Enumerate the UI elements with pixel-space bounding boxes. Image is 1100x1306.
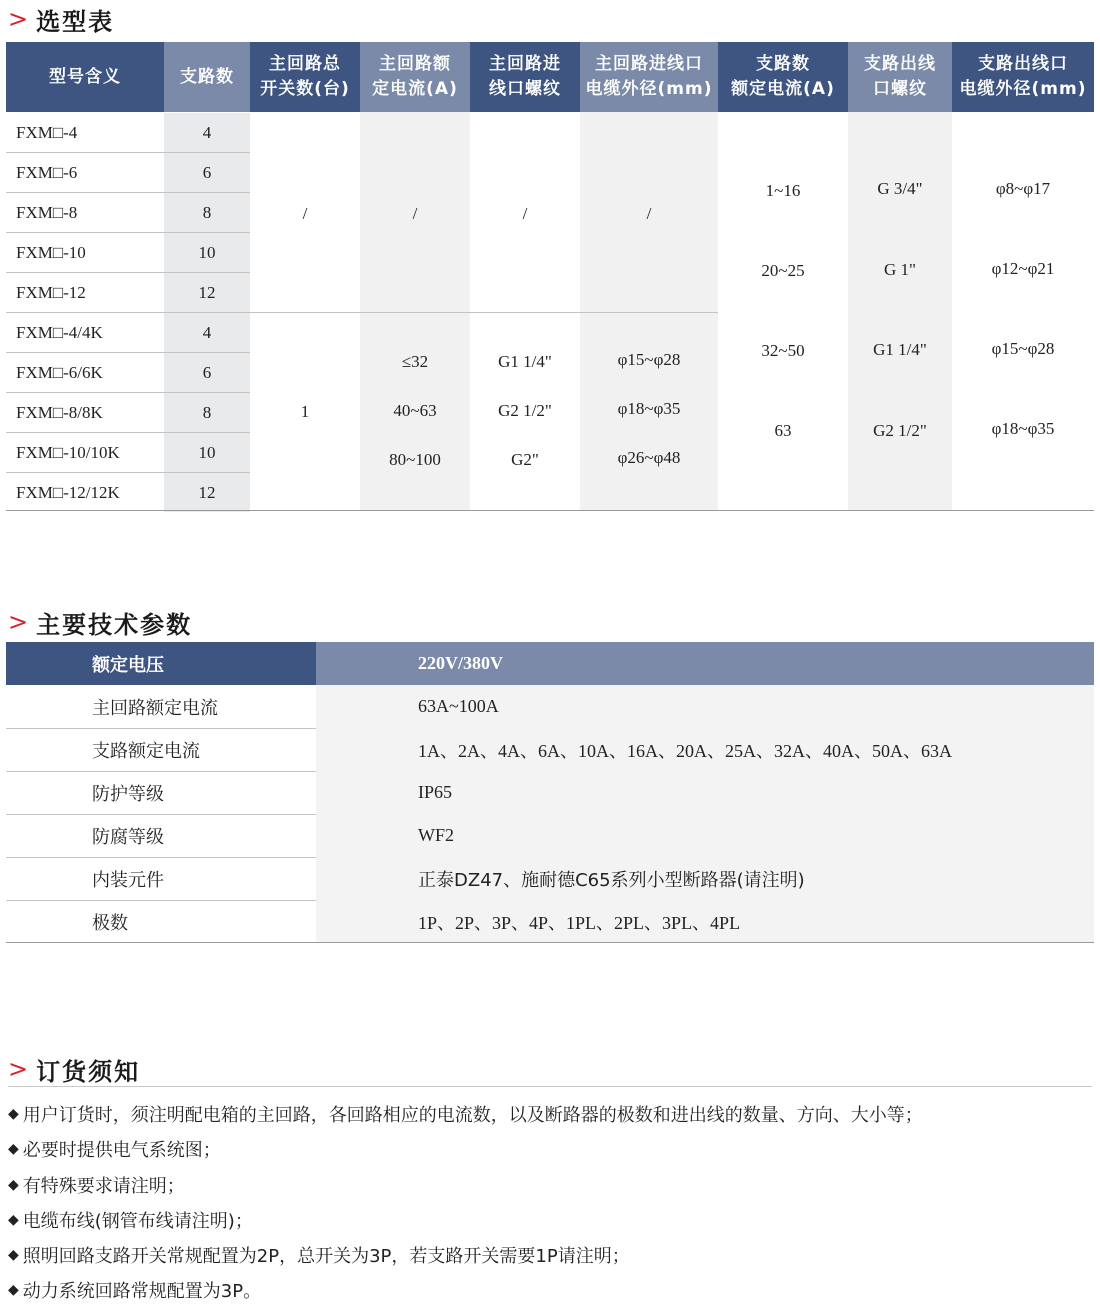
param-value: 正泰DZ47、施耐德C65系列小型断路器(请注明) bbox=[316, 857, 1094, 900]
param-value: 1P、2P、3P、4P、1PL、2PL、3PL、4PL bbox=[316, 900, 1094, 943]
branch-thread: G 3/4" bbox=[877, 179, 923, 198]
header-branch-current: 支路数 额定电流(A) bbox=[718, 42, 848, 112]
group-b-main-current: 80~100 bbox=[389, 450, 441, 469]
table-row-model: FXM□-10/10K bbox=[16, 442, 120, 462]
diamond-bullet-icon: ◆ bbox=[8, 1212, 19, 1228]
diamond-bullet-icon: ◆ bbox=[8, 1177, 19, 1193]
order-note: ◆ 电缆布线(钢管布线请注明)； bbox=[8, 1211, 253, 1232]
group-a-main-cable: / bbox=[646, 204, 652, 223]
header-branch-cable: 支路出线口 电缆外径(mm) bbox=[952, 42, 1094, 112]
branch-current: 63 bbox=[774, 421, 792, 440]
param-label: 支路额定电流 bbox=[92, 740, 200, 762]
group-b-main-current: ≤32 bbox=[401, 352, 429, 371]
table-row-count: 4 bbox=[164, 313, 250, 352]
group-b-main-thread: G1 1/4" bbox=[498, 352, 552, 371]
chevron-right-icon: > bbox=[8, 1055, 31, 1083]
header-main-cable: 主回路进线口 电缆外径(mm) bbox=[580, 42, 718, 112]
param-row bbox=[6, 900, 1094, 943]
header-branch-count: 支路数 bbox=[164, 42, 250, 112]
order-note: ◆ 用户订货时，须注明配电箱的主回路，各回路相应的电流数，以及断路器的极数和进出线的数量、方向、大小等； bbox=[8, 1105, 923, 1126]
param-value: 1A、2A、4A、6A、10A、16A、20A、25A、32A、40A、50A、63A bbox=[316, 728, 1094, 771]
chevron-right-icon: > bbox=[8, 5, 31, 33]
table-row-model: FXM□-4 bbox=[16, 122, 78, 142]
param-label: 防腐等级 bbox=[92, 826, 164, 848]
branch-current: 1~16 bbox=[765, 181, 801, 200]
section-title-selection bbox=[8, 2, 114, 36]
param-label: 额定电压 bbox=[6, 642, 316, 685]
order-note: ◆ 照明回路支路开关常规配置为2P，总开关为3P，若支路开关需要1P请注明； bbox=[8, 1246, 630, 1267]
table-row-count: 8 bbox=[164, 393, 250, 432]
group-b-main-current: 40~63 bbox=[393, 401, 437, 420]
header-model: 型号含义 bbox=[6, 42, 164, 112]
param-row bbox=[6, 685, 1094, 728]
table-row-count: 8 bbox=[164, 193, 250, 232]
table-row-count: 6 bbox=[164, 353, 250, 392]
param-row bbox=[6, 728, 1094, 771]
table-row-count: 10 bbox=[164, 233, 250, 272]
diamond-bullet-icon: ◆ bbox=[8, 1282, 19, 1298]
group-b-main-cable: φ18~φ35 bbox=[617, 399, 681, 418]
header-main-current: 主回路额 定电流(A) bbox=[360, 42, 470, 112]
param-bottom-border bbox=[6, 942, 1094, 943]
table-row-count: 12 bbox=[164, 273, 250, 312]
header-main-thread: 主回路进 线口螺纹 bbox=[470, 42, 580, 112]
order-title-underline bbox=[8, 1086, 1092, 1087]
branch-current: 32~50 bbox=[761, 341, 805, 360]
table-row-model: FXM□-6/6K bbox=[16, 362, 103, 382]
branch-cable: φ8~φ17 bbox=[995, 179, 1051, 198]
table-row-count: 4 bbox=[164, 113, 250, 152]
table-row-model: FXM□-6 bbox=[16, 162, 78, 182]
diamond-bullet-icon: ◆ bbox=[8, 1106, 19, 1122]
table-row-count: 12 bbox=[164, 473, 250, 512]
branch-thread: G 1" bbox=[884, 260, 916, 279]
diamond-bullet-icon: ◆ bbox=[8, 1141, 19, 1157]
param-label: 极数 bbox=[92, 912, 128, 934]
group-a-main-current: / bbox=[412, 204, 418, 223]
table-row-count: 10 bbox=[164, 433, 250, 472]
section-title-order bbox=[8, 1052, 140, 1086]
table-row-model: FXM□-12/12K bbox=[16, 482, 120, 502]
group-a-main-thread: / bbox=[522, 204, 528, 223]
param-value: IP65 bbox=[316, 771, 1094, 814]
param-value: WF2 bbox=[316, 814, 1094, 857]
param-label: 内装元件 bbox=[92, 869, 164, 891]
table-row-model: FXM□-8 bbox=[16, 202, 78, 222]
branch-cable: φ18~φ35 bbox=[991, 419, 1055, 438]
param-row bbox=[6, 771, 1094, 814]
group-b-main-thread: G2" bbox=[511, 450, 539, 469]
param-value: 63A~100A bbox=[316, 685, 1094, 728]
header-main-switch: 主回路总 开关数(台) bbox=[250, 42, 360, 112]
group-divider bbox=[6, 312, 718, 313]
table-row-model: FXM□-10 bbox=[16, 242, 86, 262]
header-branch-thread: 支路出线 口螺纹 bbox=[848, 42, 952, 112]
table-row-model: FXM□-12 bbox=[16, 282, 86, 302]
table-bottom-border bbox=[6, 510, 1094, 511]
branch-cable: φ15~φ28 bbox=[991, 339, 1055, 358]
table-row-count: 6 bbox=[164, 153, 250, 192]
order-note: ◆ 有特殊要求请注明； bbox=[8, 1176, 185, 1197]
group-b-main-cable: φ26~φ48 bbox=[617, 448, 681, 467]
branch-thread: G1 1/4" bbox=[873, 340, 927, 359]
selection-title: 选型表 bbox=[36, 7, 115, 36]
chevron-right-icon: > bbox=[8, 608, 31, 636]
branch-thread: G2 1/2" bbox=[873, 421, 927, 440]
group-b-main-thread: G2 1/2" bbox=[498, 401, 552, 420]
param-row bbox=[6, 857, 1094, 900]
order-note: ◆ 必要时提供电气系统图； bbox=[8, 1140, 221, 1161]
table-row-model: FXM□-8/8K bbox=[16, 402, 103, 422]
param-value: 220V/380V bbox=[316, 642, 1094, 685]
selection-table bbox=[6, 42, 1094, 512]
group-b-main-cable: φ15~φ28 bbox=[617, 350, 681, 369]
group-b-main-switch: 1 bbox=[300, 402, 310, 421]
param-label: 防护等级 bbox=[92, 783, 164, 805]
branch-cable: φ12~φ21 bbox=[991, 259, 1055, 278]
param-row-header bbox=[6, 642, 1094, 685]
section-title-params bbox=[8, 605, 192, 639]
group-a-main-switch: / bbox=[302, 204, 308, 223]
param-label: 主回路额定电流 bbox=[92, 697, 218, 719]
order-title: 订货须知 bbox=[36, 1057, 141, 1086]
table-row-model: FXM□-4/4K bbox=[16, 322, 103, 342]
params-title: 主要技术参数 bbox=[36, 610, 193, 639]
param-row bbox=[6, 814, 1094, 857]
branch-thread-bg bbox=[848, 112, 952, 510]
branch-current: 20~25 bbox=[761, 261, 805, 280]
order-note: ◆ 动力系统回路常规配置为3P。 bbox=[8, 1281, 262, 1302]
diamond-bullet-icon: ◆ bbox=[8, 1247, 19, 1263]
